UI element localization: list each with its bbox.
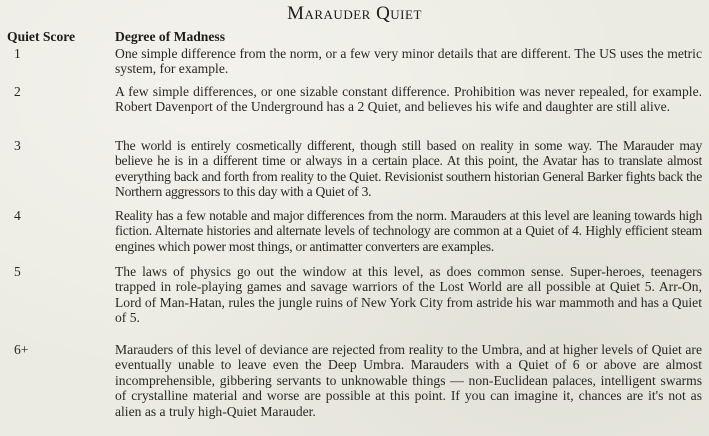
quiet-score: 5: [14, 264, 21, 279]
header-degree-of-madness: Degree of Madness: [115, 29, 225, 44]
quiet-score: 3: [14, 138, 21, 153]
quiet-score: 6+: [14, 342, 29, 357]
quiet-score: 4: [14, 208, 21, 223]
page-title: Marauder Quiet: [287, 3, 422, 24]
madness-description: The world is entirely cosmetically different, though still based on reality in some way. The Marauder may believe he is in a different time or always in a certain place. At this point, the Avatar has to translate almost everything back and forth from reality to the Quiet. Revisionist southern historian General Barker fights back the Northern aggressors to this day with a Quiet of 3.: [115, 138, 702, 200]
madness-description: A few simple differences, or one sizable constant difference. Prohibition was never repealed, for example. Robert Davenport of the Underground has a 2 Quiet, and believes his wife and daughter are still alive.: [115, 84, 702, 115]
madness-description: Reality has a few notable and major differences from the norm. Marauders at this level are leaning towards high fiction. Alternate histories and alternate levels of technology are common at a Quiet of 4. Highly efficient steam engines which power most things, or antimatter converters are examples.: [115, 208, 702, 254]
header-quiet-score: Quiet Score: [7, 29, 76, 44]
quiet-score: 1: [14, 46, 21, 61]
madness-description: The laws of physics go out the window at this level, as does common sense. Super-heroes, teenagers trapped in role-playing games and savage warriors of the Lost World are all possible at Quiet 5. Arr-On, Lord of Man-Hatan, rules the jungle ruins of New York City from astride his war mammoth and has a Quiet of 5.: [115, 264, 702, 326]
quiet-score: 2: [14, 84, 21, 99]
madness-description: Marauders of this level of deviance are rejected from reality to the Umbra, and at higher levels of Quiet are eventually unable to leave even the Deep Umbra. Marauders with a Quiet of 6 or above are almost incomprehensible, gibbering servants to unknowable things — non-Euclidean palaces, intelligent swarms of crystalline material and worse are possible at this point. If you can imagine it, chances are it's not as alien as a truly high-Quiet Marauder.: [115, 342, 702, 419]
madness-description: One simple difference from the norm, or a few very minor details that are different. The US uses the metric system, for example.: [115, 46, 702, 77]
